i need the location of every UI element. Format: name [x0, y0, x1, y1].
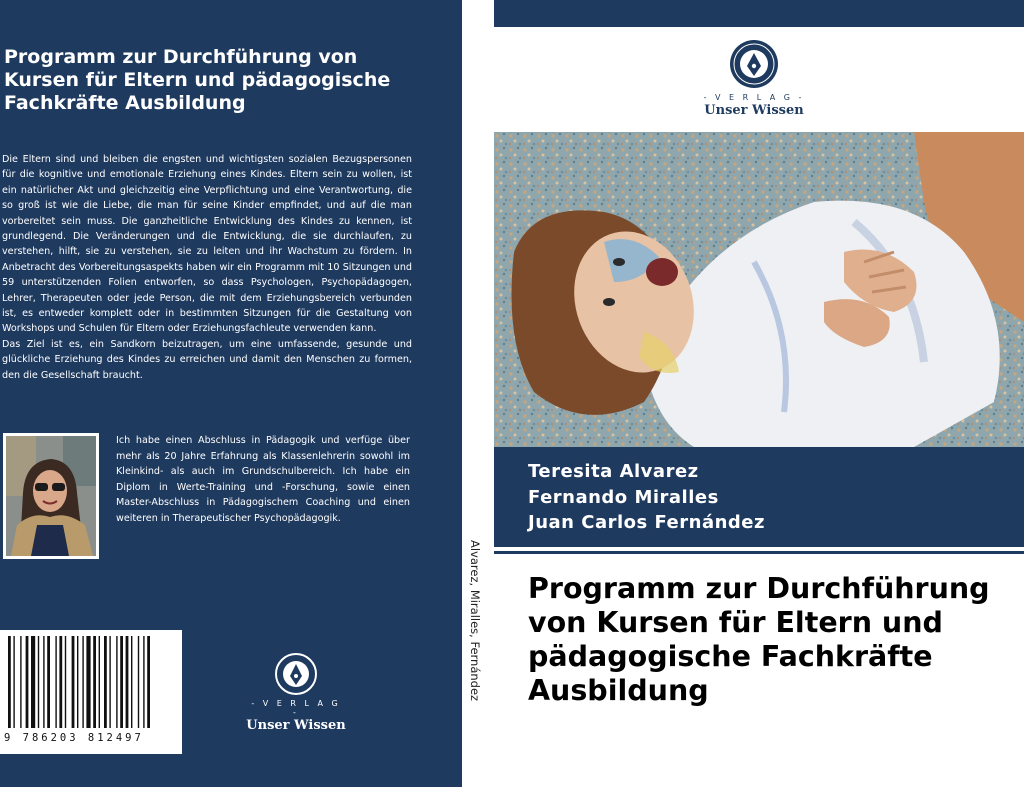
barcode-bar: [38, 636, 39, 728]
barcode-bar: [47, 636, 50, 728]
spine-authors: [464, 540, 492, 760]
back-publisher-logo: [246, 652, 346, 733]
authors-band: [494, 447, 1024, 547]
barcode-bar: [131, 636, 132, 728]
barcode-bar: [77, 636, 78, 728]
blurb-paragraph-1: Die Eltern sind und bleiben die engsten und wichtigsten sozialen Bezugspersonen für die kognitive und emotionale Erziehung eines Kindes. Eltern sein zu wollen, ist ein natürlicher Akt und gleichzeitig eine Verpflichtung und eine Verantwortung, die so groß ist wie die Liebe, die man für seine Kinder empfindet, und auf die man vorbereitet sein muss. Die ganzheitliche Entwicklung des Kindes zu kennen, ist grundlegend. Die Veränderungen und die Entwicklung, die sie durchlaufen, zu verstehen, hilft, sie zu verstehen, sie zu leiten und ihr Wachstum zu fördern. In Anbetracht des Vorbereitungsaspekts haben wir ein Programm mit 10 Sitzungen und 59 unterstützenden Folien entworfen, so dass Psychologen, Psychopädagogen, Lehrer, Therapeuten oder jede Person, die mit dem Erziehungsbereich verbunden ist, es entweder komplett oder in bestimmten Sitzungen für die Gestaltung von Workshops und Schulen für Eltern oder Erziehungsfachleute verwenden kann.: [2, 154, 412, 335]
barcode-bar: [20, 636, 21, 728]
front-publisher-name: Unser Wissen: [704, 103, 804, 118]
front-cover-title: Programm zur Durchführung von Kursen für Eltern und pädagogische Fachkräfte Ausbildung: [528, 572, 990, 707]
barcode-bar: [59, 636, 62, 728]
barcode-bar: [147, 636, 150, 728]
author-name-2: Fernando Miralles: [528, 487, 719, 508]
barcode-bar: [26, 636, 29, 728]
barcode-bar: [55, 636, 56, 728]
barcode-bar: [43, 636, 44, 728]
barcode-bar: [143, 636, 144, 728]
barcode-bar: [8, 636, 11, 728]
barcode-bar: [13, 636, 14, 728]
barcode-bars: [0, 630, 182, 730]
barcode-bar: [82, 636, 83, 728]
fountain-pen-nib-icon: [274, 652, 318, 696]
barcode-bar: [31, 636, 35, 728]
cover-photo: [494, 132, 1024, 447]
isbn-number: 9 786203 812497: [4, 732, 144, 744]
barcode-bar: [99, 636, 100, 728]
isbn-barcode: [0, 630, 182, 754]
barcode-bar: [65, 636, 66, 728]
back-publisher-sub: - V E R L A G -: [251, 699, 341, 717]
barcode-bar: [86, 636, 90, 728]
author-bio: Ich habe einen Abschluss in Pädagogik und verfüge über mehr als 20 Jahre Erfahrung als Klassenlehrerin sowohl im Kleinkind- als auch im Grundschulbereich. Ich habe ein Diplom in Werte-Training und -Forschung, sowie einen Master-Abschluss in Pädagogischem Coaching und einen weiteren in Therapeutischer Psychopädagogik.: [116, 435, 410, 524]
blurb-paragraph-2: Das Ziel ist es, ein Sandkorn beizutragen, um eine umfassende, gesunde und glückliche Erziehung des Kindes zu erreichen und damit den Menschen zu formen, den die Gesellschaft braucht.: [2, 338, 412, 381]
barcode-bar: [120, 636, 123, 728]
author-photo: [3, 433, 99, 559]
front-publisher-logo: [684, 38, 824, 118]
author-name-3: Juan Carlos Fernández: [528, 512, 765, 533]
front-top-bar: [494, 0, 1024, 27]
back-cover-title: Programm zur Durchführung von Kursen für Eltern und pädagogische Fachkräfte Ausbildung: [4, 46, 391, 114]
barcode-bar: [116, 636, 117, 728]
divider-line: [494, 551, 1024, 554]
barcode-bar: [104, 636, 107, 728]
fountain-pen-nib-icon: [728, 38, 780, 90]
barcode-bar: [138, 636, 139, 728]
barcode-bar: [72, 636, 75, 728]
author-name-1: Teresita Alvarez: [528, 461, 699, 482]
back-publisher-name: Unser Wissen: [246, 718, 346, 733]
barcode-bar: [93, 636, 96, 728]
back-cover-blurb: [2, 152, 412, 383]
barcode-bar: [109, 636, 110, 728]
spine-text: Alvarez, Miralles, Fernández: [468, 540, 482, 702]
barcode-bar: [126, 636, 129, 728]
front-publisher-sub: - V E R L A G -: [703, 93, 805, 102]
